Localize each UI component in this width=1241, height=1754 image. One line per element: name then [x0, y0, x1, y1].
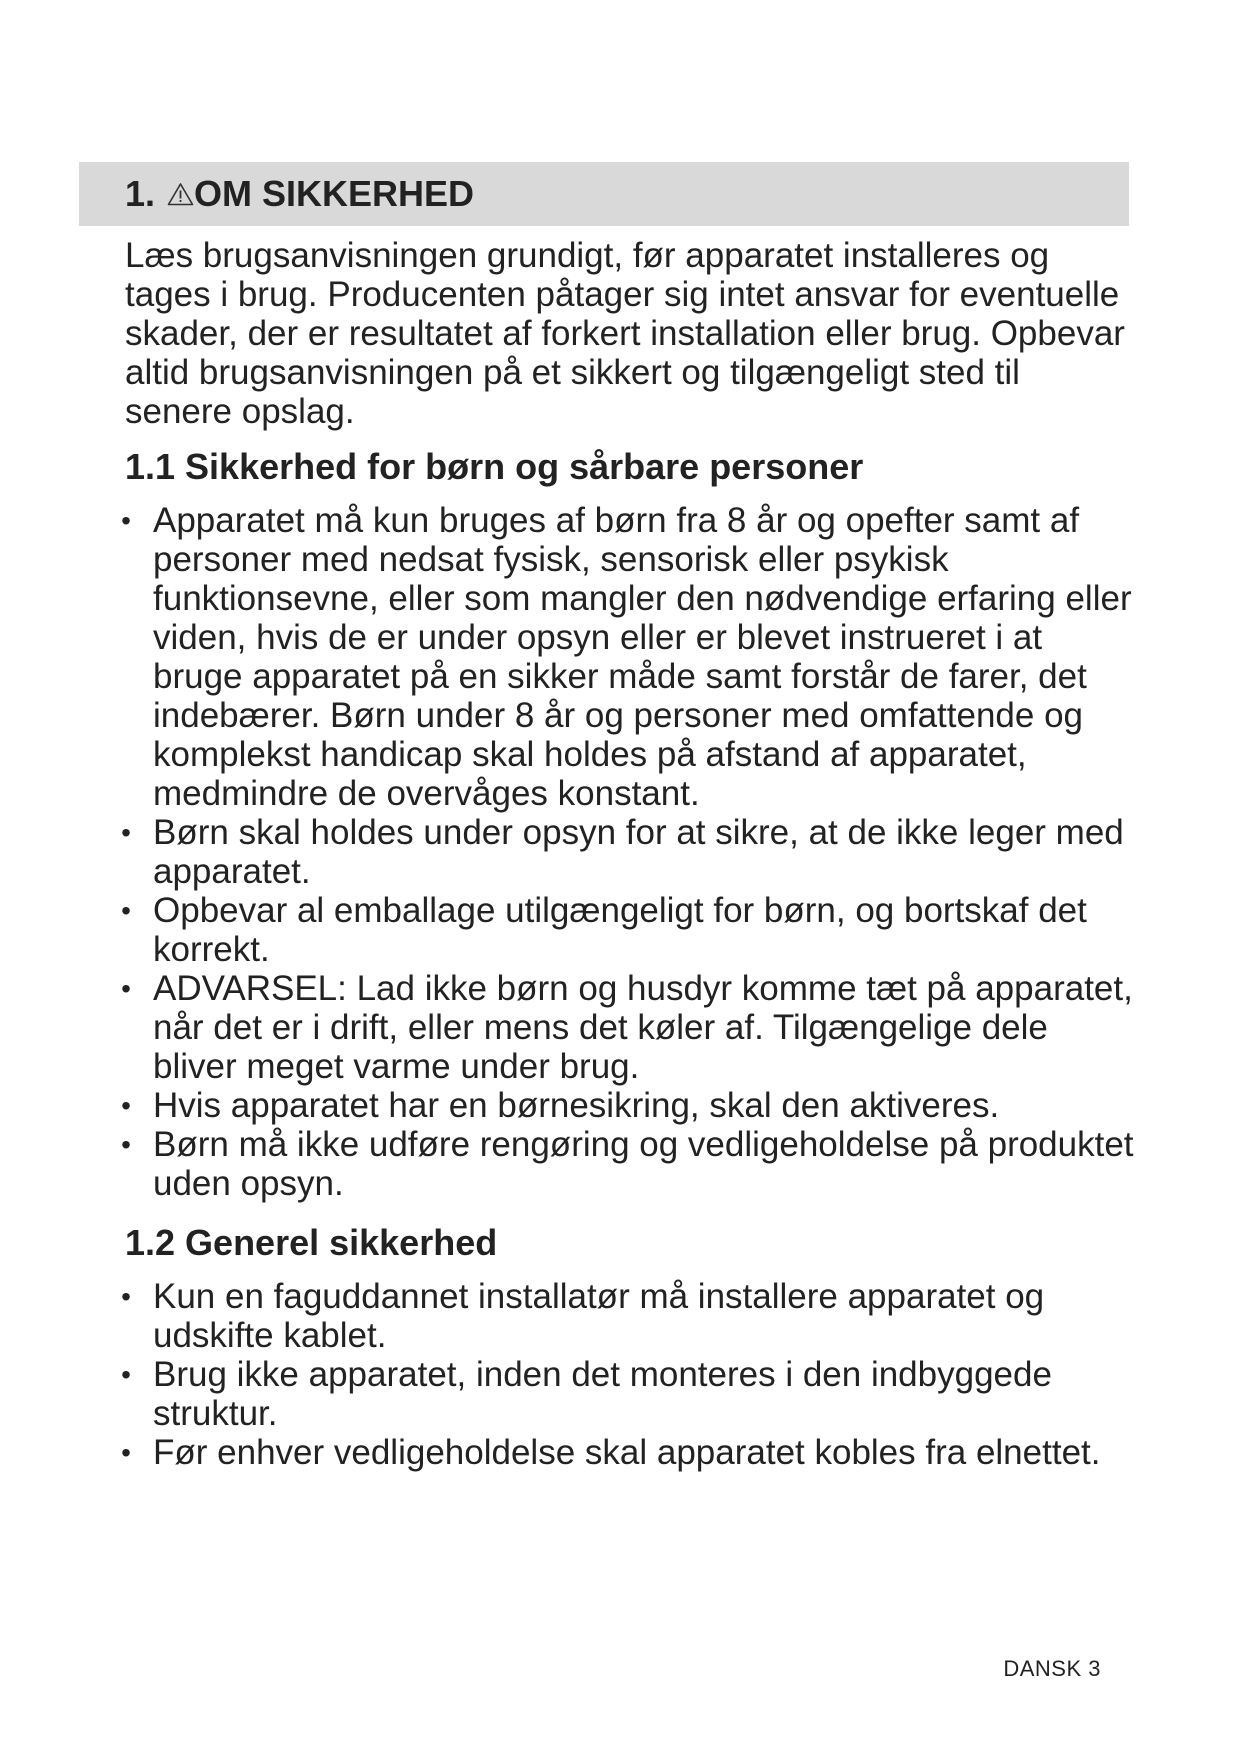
bullet-icon: • — [121, 1090, 131, 1121]
section-title — [125, 173, 475, 214]
general-safety-list — [121, 1277, 1135, 1472]
list-item: • Børn må ikke udføre rengøring og vedligeholdelse på produktet uden opsyn. — [119, 1125, 1135, 1203]
list-item: • Børn skal holdes under opsyn for at sikre, at de ikke leger med apparatet. — [119, 813, 1135, 891]
page-footer: DANSK 3 — [1003, 1656, 1101, 1681]
section-number: 1. — [125, 173, 156, 214]
bullet-icon: • — [121, 505, 131, 536]
list-item: • ADVARSEL: Lad ikke børn og husdyr komme tæt på apparatet, når det er i drift, eller mens det køler af. Tilgængelige dele bliver meget varme under brug. — [119, 969, 1135, 1086]
section-header-bar — [79, 162, 1129, 226]
main-content — [121, 236, 1135, 1472]
bullet-icon: • — [121, 973, 131, 1004]
list-item: • Apparatet må kun bruges af børn fra 8 år og opefter samt af personer med nedsat fysisk, sensorisk eller psykisk funktionsevne, eller som mangler den nødvendige erfaring eller viden, hvis de er under opsyn eller er blevet instrueret i at bruge apparatet på en sikker måde samt forstår de farer, det indebærer. Børn under 8 år og personer med omfattende og komplekst handicap skal holdes på afstand af apparatet, medmindre de overvåges konstant. — [119, 501, 1135, 813]
intro-paragraph: Læs brugsanvisningen grundigt, før apparatet installeres og tages i brug. Producenten påtager sig intet ansvar for eventuelle skader, der er resultatet af forkert installation eller brug. Opbevar altid brugsanvisningen på et sikkert og tilgængeligt sted til senere opslag. — [125, 236, 1125, 431]
subsection-heading-children: 1.1 Sikkerhed for børn og sårbare personer — [125, 446, 864, 487]
list-item: • Før enhver vedligeholdelse skal apparatet kobles fra elnettet. — [119, 1433, 1135, 1472]
bullet-icon: • — [121, 1437, 131, 1468]
warning-triangle-icon — [167, 182, 194, 206]
bullet-icon: • — [121, 895, 131, 926]
bullet-icon: • — [121, 1281, 131, 1312]
bullet-icon: • — [121, 1359, 131, 1390]
bullet-icon: • — [121, 817, 131, 848]
section-title-text: OM SIKKERHED — [194, 173, 475, 214]
bullet-icon: • — [121, 1129, 131, 1160]
children-safety-list — [121, 501, 1135, 1203]
list-item: • Hvis apparatet har en børnesikring, skal den aktiveres. — [119, 1086, 1135, 1125]
list-item: • Brug ikke apparatet, inden det monteres i den indbyggede struktur. — [119, 1355, 1135, 1433]
subsection-heading-general: 1.2 Generel sikkerhed — [125, 1222, 498, 1263]
list-item: • Opbevar al emballage utilgængeligt for børn, og bortskaf det korrekt. — [119, 891, 1135, 969]
list-item: • Kun en faguddannet installatør må installere apparatet og udskifte kablet. — [119, 1277, 1135, 1355]
